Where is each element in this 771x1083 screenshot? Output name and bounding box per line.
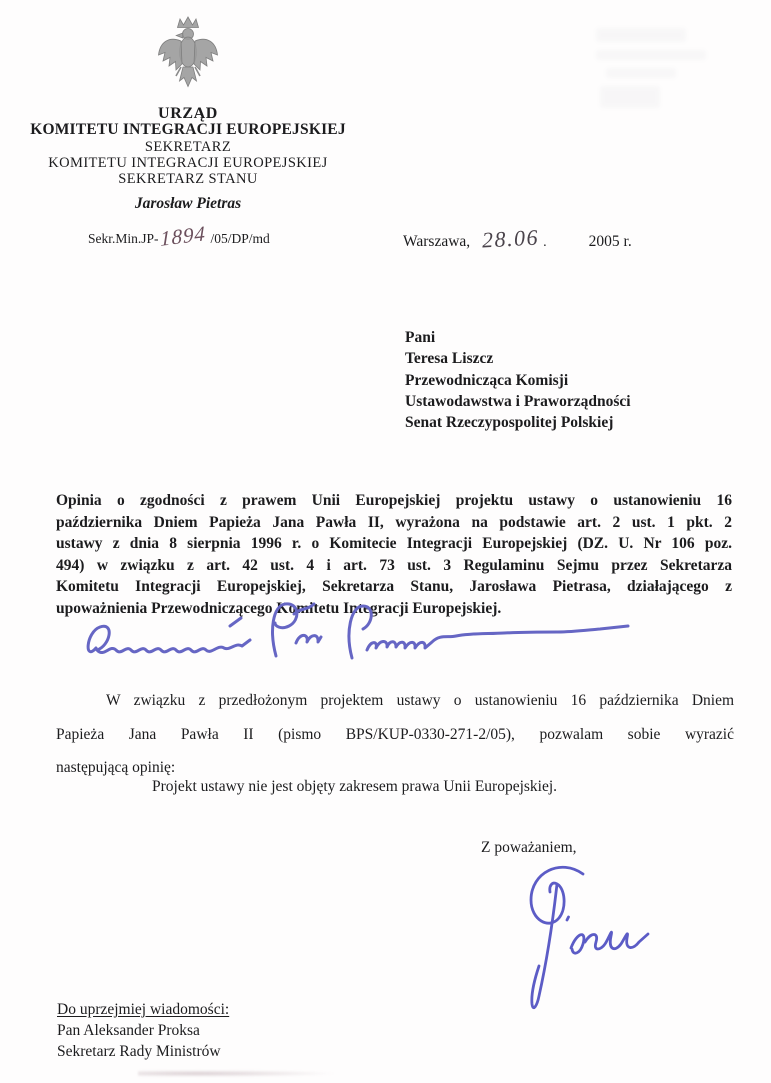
reference-suffix: /05/DP/md [210,231,270,246]
handwritten-date: 28.06 [481,224,540,253]
handwritten-signature-ink [505,856,675,1023]
addressee-line: Pani [405,329,436,346]
reference-prefix: Sekr.Min.JP- [88,231,159,246]
cc-block [57,999,229,1063]
faint-stamp-artifact [596,28,716,158]
addressee-block [405,327,631,433]
date-line [403,224,632,253]
letterhead-role-line2: KOMITETU INTEGRACJI EUROPEJSKIEJ [48,154,328,171]
city-label: Warszawa, [403,233,471,250]
letterhead-role-line3: SEKRETARZ STANU [118,171,258,188]
body-line: W związku z przedłożonym projektem ustawy o ustanowieniu 16 października Dniem [106,692,734,709]
letterhead-role-line1: SEKRETARZ [144,138,232,155]
addressee-line: Ustawodawstwa i Praworządności [405,392,631,410]
date-dot: . [543,235,547,250]
body-paragraph [56,684,734,785]
addressee-line: Senat Rzeczypospolitej Polskiej [405,414,614,432]
letterhead [8,12,368,213]
opinion-line: października Dniem Papieża Jana Pawła II, wyrażona na podstawie art. 2 ust. 1 pkt. 2 [56,513,732,531]
closing-salutation: Z poważaniem, [481,839,577,856]
conclusion-statement: Projekt ustawy nie jest objęty zakresem prawa Unii Europejskiej. [152,778,558,795]
letterhead-org-line2: KOMITETU INTEGRACJI EUROPEJSKIEJ [30,121,346,138]
body-line: następującą opinię: [56,759,176,776]
opinion-line: upoważnienia Przewodniczącego Komitetu Integracji Europejskiej. [56,599,502,617]
letterhead-org-line1: URZĄD [158,105,218,122]
cc-name: Pan Aleksander Proksa [57,1022,200,1040]
polish-eagle-emblem-icon [156,12,220,99]
addressee-line: Przewodnicząca Komisji [405,371,569,389]
cc-title: Sekretarz Rady Ministrów [57,1043,221,1061]
opinion-line: 494) w związku z art. 42 ust. 4 i art. 73 ust. 3 Regulaminu Sejmu przez Sekretarza [56,556,732,574]
addressee-line: Teresa Liszcz [405,350,494,368]
year-label: 2005 r. [588,233,632,250]
cc-heading: Do uprzejmiej wiadomości: [57,1001,230,1018]
reference-line [88,221,270,251]
scan-smudge-artifact [138,1070,338,1077]
body-line: Papieża Jana Pawła II (pismo BPS/KUP-0330-271-2/05), pozwalam sobie wyrazić [56,725,734,743]
opinion-line: ustawy z dnia 8 sierpnia 1996 r. o Komitecie Integracji Europejskiej (DZ. U. Nr 106 poz. [56,535,732,552]
handwritten-salutation-ink [80,596,645,686]
letterhead-signatory-name: Jarosław Pietras [134,194,242,212]
opinion-line: Opinia o zgodności z prawem Unii Europejskiej projektu ustawy o ustanowieniu 16 [56,492,732,509]
opinion-line: Komitetu Integracji Europejskiej, Sekretarza Stanu, Jarosława Pietrasa, działającego z [56,578,732,595]
handwritten-reference-number: 1894 [159,221,206,251]
